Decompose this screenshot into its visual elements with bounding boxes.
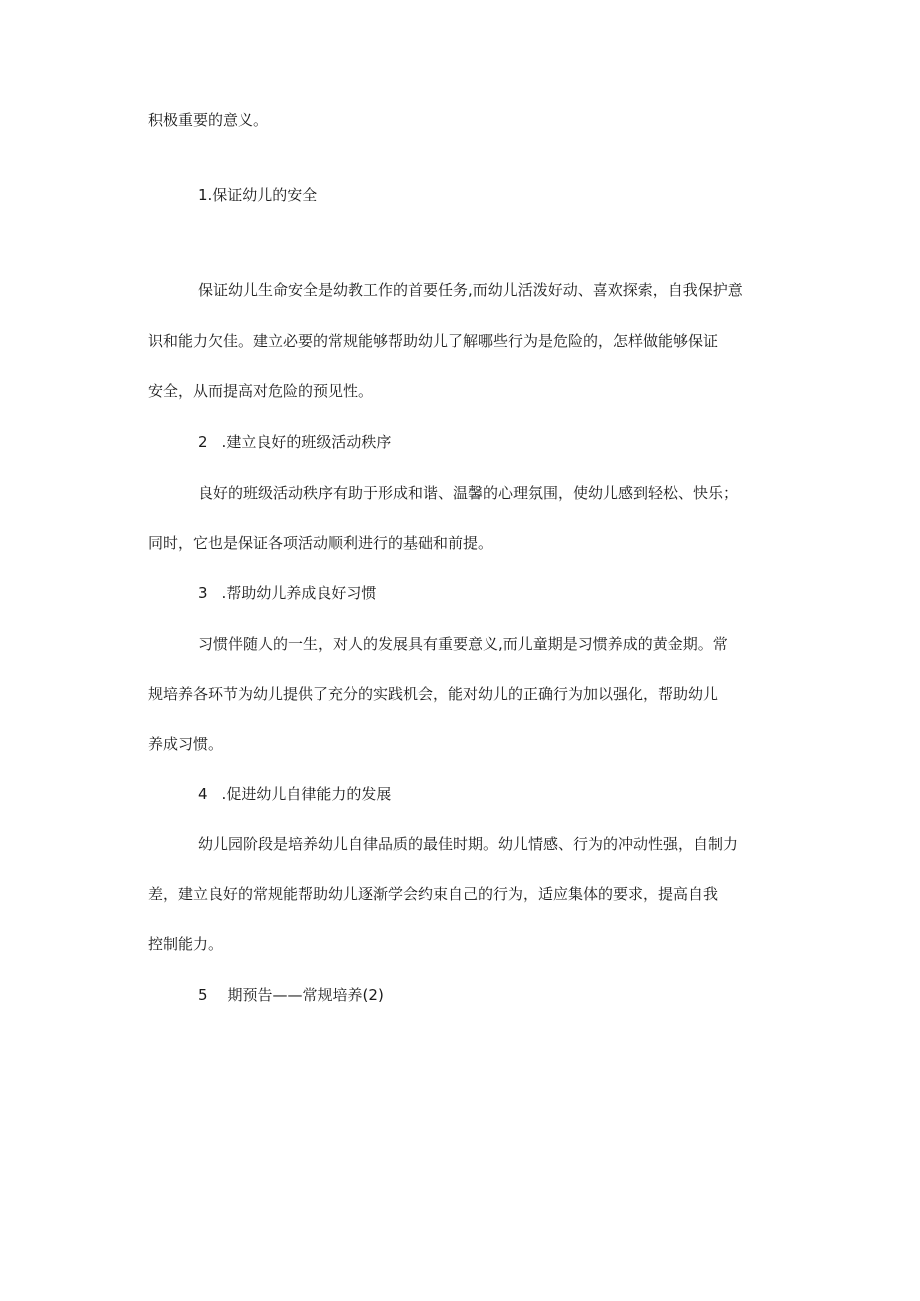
section-3-heading (198, 583, 376, 603)
section-3-body-line-3: 养成习惯。 (148, 735, 224, 753)
section-2-body-line-2: 同时，它也是保证各项活动顺利进行的基础和前提。 (148, 534, 494, 552)
section-2-number: 2 (198, 433, 208, 451)
section-4-body-line-3: 控制能力。 (148, 935, 224, 953)
section-3-body-line-1: 习惯伴随人的一生，对人的发展具有重要意义,而儿童期是习惯养成的黄金期。常 (198, 635, 728, 653)
section-1-body-line-1: 保证幼儿生命安全是幼教工作的首要任务,而幼儿活泼好动、喜欢探索，自我保护意 (198, 281, 743, 299)
section-4-heading-text: .促进幼儿自律能力的发展 (221, 785, 392, 803)
section-1-heading: 1.保证幼儿的安全 (198, 186, 318, 204)
section-1-body-line-3: 安全，从而提高对危险的预见性。 (148, 382, 374, 400)
section-3-number: 3 (198, 584, 208, 602)
section-1-body-line-2: 识和能力欠佳。建立必要的常规能够帮助幼儿了解哪些行为是危险的，怎样做能够保证 (148, 332, 719, 350)
section-4-body-line-2: 差，建立良好的常规能帮助幼儿逐渐学会约束自己的行为，适应集体的要求，提高自我 (148, 885, 719, 903)
section-4-body-line-1: 幼儿园阶段是培养幼儿自律品质的最佳时期。幼儿情感、行为的冲动性强，自制力 (198, 835, 739, 853)
intro-tail-text: 积极重要的意义。 (148, 111, 269, 129)
section-4-heading (198, 784, 391, 804)
section-5-heading-text: 期预告——常规培养(2) (227, 986, 384, 1004)
section-3-body-line-2: 规培养各环节为幼儿提供了充分的实践机会，能对幼儿的正确行为加以强化，帮助幼儿 (148, 685, 719, 703)
section-5-heading (198, 985, 384, 1005)
section-2-heading (198, 432, 391, 452)
section-2-heading-text: .建立良好的班级活动秩序 (221, 433, 392, 451)
section-4-number: 4 (198, 785, 208, 803)
section-2-body-line-1: 良好的班级活动秩序有助于形成和谐、温馨的心理氛围，使幼儿感到轻松、快乐； (198, 484, 739, 502)
section-5-number: 5 (198, 986, 208, 1004)
section-3-heading-text: .帮助幼儿养成良好习惯 (221, 584, 377, 602)
